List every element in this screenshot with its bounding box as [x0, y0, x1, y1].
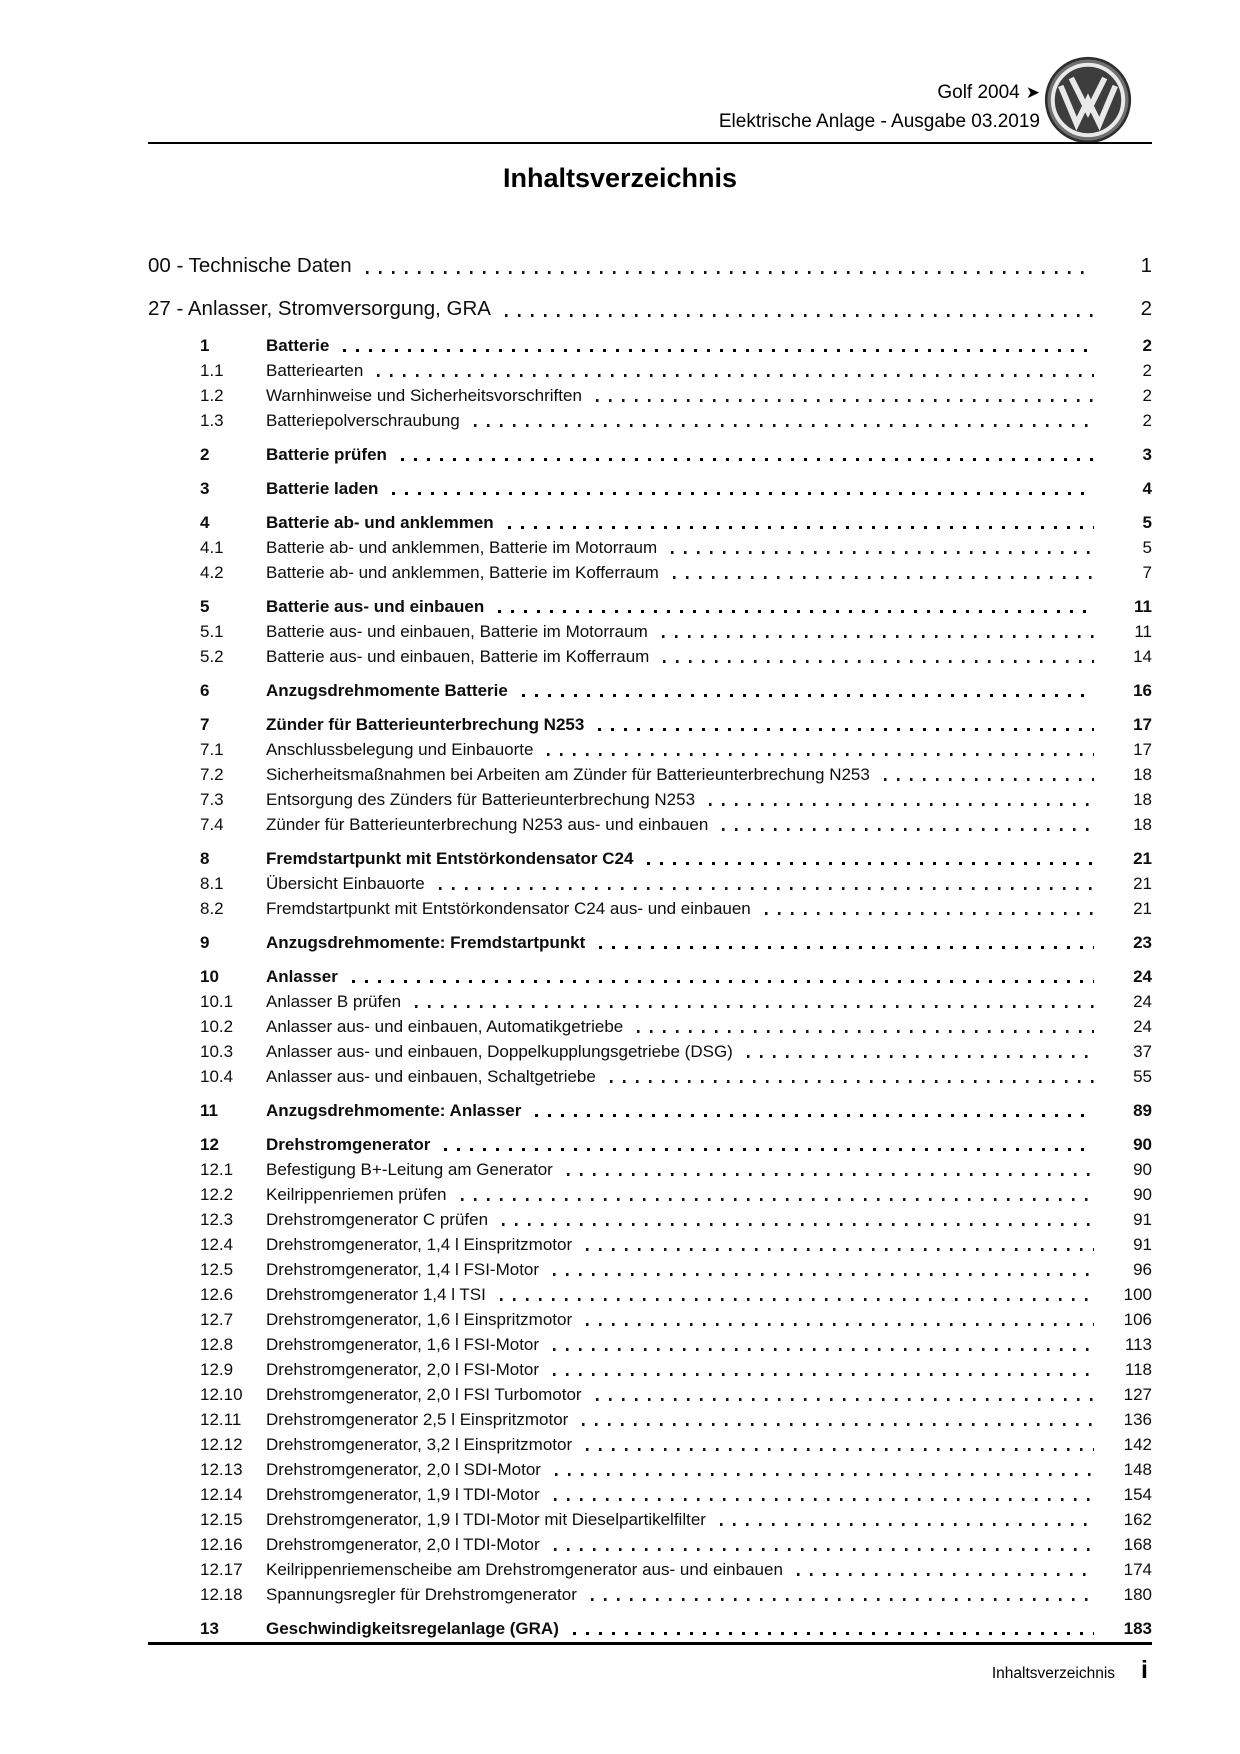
leader-dots-icon: [553, 1373, 1094, 1376]
leader-dots-icon: [596, 399, 1094, 402]
toc-entry-number: 12.10: [200, 1385, 243, 1404]
toc-entry-title: Übersicht Einbauorte: [266, 874, 425, 893]
toc-entry-page: 4: [1142, 479, 1152, 498]
toc-entry-page: 180: [1123, 1585, 1152, 1604]
toc-entry-number: 7.1: [200, 740, 224, 759]
toc-entry[interactable]: [148, 1482, 1152, 1507]
leader-dots-icon: [662, 635, 1094, 638]
toc-entry-title: Batterie prüfen: [266, 445, 387, 464]
toc-entry-number: 12.3: [200, 1210, 234, 1229]
toc-entry-number: 8.2: [200, 899, 224, 918]
toc-entry-title: Drehstromgenerator, 2,0 l SDI-Motor: [266, 1460, 541, 1479]
toc-entry[interactable]: [148, 812, 1152, 837]
toc-entry-page: 136: [1123, 1410, 1152, 1429]
leader-dots-icon: [573, 1632, 1094, 1635]
leader-dots-icon: [722, 828, 1094, 831]
toc-entry-page: 168: [1123, 1535, 1152, 1554]
toc-entry-page: 55: [1133, 1067, 1152, 1086]
toc-entry-page: 18: [1133, 765, 1152, 784]
toc-entry-title: Drehstromgenerator, 1,6 l FSI-Motor: [266, 1335, 540, 1354]
toc-entry-number: 5.2: [200, 647, 224, 666]
toc-entry-number: 1: [200, 336, 210, 355]
toc-entry-number: 8.1: [200, 874, 224, 893]
toc-entry[interactable]: [148, 1432, 1152, 1457]
toc-entry[interactable]: [148, 1282, 1152, 1307]
toc-entry-title: Anlasser aus- und einbauen, Automatikgetriebe: [266, 1017, 624, 1036]
toc-entry-title: Anlasser: [266, 967, 338, 986]
toc-entry[interactable]: [148, 787, 1152, 812]
toc-entry-page: 24: [1133, 992, 1152, 1011]
toc-entry-page: 90: [1133, 1135, 1152, 1154]
toc-entry-number: 8: [200, 849, 210, 868]
leader-dots-icon: [637, 1030, 1094, 1033]
toc-entry-number: 7.3: [200, 790, 224, 809]
toc-entry-number: 6: [200, 681, 210, 700]
leader-dots-icon: [535, 1114, 1094, 1117]
toc-entry-number: 5: [200, 597, 210, 616]
toc-entry-page: 14: [1133, 647, 1152, 666]
leader-dots-icon: [522, 694, 1094, 697]
vw-logo-icon: [1044, 56, 1132, 144]
toc-entry-page: 11: [1134, 597, 1152, 616]
toc-entry-page: 3: [1142, 445, 1152, 464]
leader-dots-icon: [765, 912, 1094, 915]
toc-entry-title: Zünder für Batterieunterbrechung N253: [266, 715, 585, 734]
leader-dots-icon: [415, 1005, 1094, 1008]
toc-entry[interactable]: [148, 762, 1152, 787]
toc-entry-title: Fremdstartpunkt mit Entstörkondensator C24 aus- und einbauen: [266, 899, 751, 918]
page-header: [719, 78, 1040, 136]
toc-entry[interactable]: [148, 964, 1152, 989]
toc-entry-title: Drehstromgenerator C prüfen: [266, 1210, 489, 1229]
toc-entry-page: 118: [1124, 1360, 1152, 1379]
toc-entry-number: 12.5: [200, 1260, 234, 1279]
toc-entry-title: Sicherheitsmaßnahmen bei Arbeiten am Zünder für Batterieunterbrechung N253: [266, 765, 870, 784]
toc-entry-page: 5: [1142, 538, 1152, 557]
toc-entry-number: 10.1: [200, 992, 234, 1011]
toc-entry[interactable]: [148, 930, 1152, 955]
toc-entry-title: Anschlussbelegung und Einbauorte: [266, 740, 534, 759]
toc-entry-number: 12.13: [200, 1460, 243, 1479]
toc-entry-page: 113: [1124, 1335, 1152, 1354]
leader-dots-icon: [547, 753, 1094, 756]
header-subtitle: Elektrische Anlage - Ausgabe 03.2019: [718, 111, 1040, 132]
toc-entry-number: 12.14: [200, 1485, 243, 1504]
toc-entry-title: Anzugsdrehmomente: Fremdstartpunkt: [266, 933, 586, 952]
toc-entry[interactable]: [148, 846, 1152, 871]
toc-entry-number: 12.2: [200, 1185, 234, 1204]
toc-entry-number: 5.1: [200, 622, 224, 641]
toc-entry-title: Drehstromgenerator, 2,0 l TDI-Motor: [266, 1535, 540, 1554]
leader-dots-icon: [401, 458, 1094, 461]
toc-entry-number: 12.4: [200, 1235, 234, 1254]
toc-entry[interactable]: [148, 871, 1152, 896]
toc-entry[interactable]: [148, 1182, 1152, 1207]
toc-entry[interactable]: [148, 442, 1152, 467]
toc-entry-page: 7: [1142, 563, 1152, 582]
toc-entry[interactable]: [148, 1157, 1152, 1182]
toc-entry-title: Batterie laden: [266, 479, 379, 498]
toc-entry-page: 148: [1123, 1460, 1152, 1479]
toc-entry-page: 37: [1133, 1042, 1152, 1061]
toc-entry-page: 24: [1133, 967, 1152, 986]
toc-entry-number: 12.7: [200, 1310, 234, 1329]
toc-entry-number: 12.15: [200, 1510, 243, 1529]
footer-label: Inhaltsverzeichnis: [991, 1665, 1116, 1682]
toc-entry-number: 7.4: [200, 815, 224, 834]
toc-entry[interactable]: [148, 1382, 1152, 1407]
leader-dots-icon: [508, 526, 1094, 529]
toc-entry-page: 21: [1133, 849, 1152, 868]
toc-entry-title: Entsorgung des Zünders für Batterieunterbrechung N253: [266, 790, 696, 809]
toc-entry-page: 2: [1142, 336, 1152, 355]
toc-entry[interactable]: [148, 1557, 1152, 1582]
toc-entry-number: 12.16: [200, 1535, 243, 1554]
toc-entry-title: Drehstromgenerator, 3,2 l Einspritzmotor: [266, 1435, 573, 1454]
toc-entry-number: 4: [200, 513, 210, 532]
leader-dots-icon: [500, 1298, 1094, 1301]
toc-entry-number: 1.3: [200, 411, 224, 430]
toc-entry-title: 27 - Anlasser, Stromversorgung, GRA: [148, 297, 491, 320]
toc-entry-page: 100: [1123, 1285, 1152, 1304]
leader-dots-icon: [392, 492, 1094, 495]
toc-entry-title: Batterie: [266, 336, 330, 355]
toc-entry-page: 162: [1123, 1510, 1152, 1529]
toc-entry-number: 1.1: [200, 361, 224, 380]
leader-dots-icon: [591, 1598, 1094, 1601]
toc-entry[interactable]: [148, 712, 1152, 737]
toc-entry-number: 10.3: [200, 1042, 234, 1061]
header-model: Golf 2004: [937, 82, 1020, 103]
toc-entry-page: 91: [1133, 1210, 1152, 1229]
toc-entry[interactable]: [148, 251, 1152, 281]
toc-entry-page: 11: [1134, 622, 1152, 641]
toc-entry[interactable]: [148, 510, 1152, 535]
toc-entry-title: Befestigung B+-Leitung am Generator: [266, 1160, 553, 1179]
toc-entry[interactable]: [148, 1582, 1152, 1607]
toc-entry-number: 7: [200, 715, 210, 734]
toc-entry[interactable]: [148, 1307, 1152, 1332]
toc-entry-title: Anlasser B prüfen: [266, 992, 402, 1011]
toc-entry-page: 91: [1133, 1235, 1152, 1254]
leader-dots-icon: [797, 1573, 1094, 1576]
leader-dots-icon: [502, 1223, 1094, 1226]
leader-dots-icon: [352, 980, 1094, 983]
toc-entry-number: 4.1: [200, 538, 224, 557]
leader-dots-icon: [747, 1055, 1094, 1058]
leader-dots-icon: [505, 314, 1094, 317]
toc-entry-title: Zünder für Batterieunterbrechung N253 aus- und einbauen: [266, 815, 709, 834]
toc-entry[interactable]: [148, 1532, 1152, 1557]
header-divider: [148, 142, 1152, 144]
toc-entry[interactable]: [148, 1407, 1152, 1432]
leader-dots-icon: [599, 946, 1094, 949]
leader-dots-icon: [709, 803, 1094, 806]
toc-entry-number: 1.2: [200, 386, 224, 405]
leader-dots-icon: [671, 551, 1094, 554]
leader-dots-icon: [567, 1173, 1094, 1176]
toc-entry-number: 10: [200, 967, 219, 986]
toc-entry-number: 4.2: [200, 563, 224, 582]
toc-entry-title: Keilrippenriemen prüfen: [266, 1185, 447, 1204]
toc-entry-page: 127: [1123, 1385, 1152, 1404]
toc-entry-title: 00 - Technische Daten: [148, 254, 352, 277]
toc-entry-page: 154: [1123, 1485, 1152, 1504]
toc-entry-title: Batterie ab- und anklemmen, Batterie im Motorraum: [266, 538, 658, 557]
leader-dots-icon: [554, 1548, 1094, 1551]
toc-entry-title: Anzugsdrehmomente Batterie: [266, 681, 508, 700]
toc-entry-number: 3: [200, 479, 210, 498]
toc-entry[interactable]: [148, 383, 1152, 408]
footer-divider: [148, 1642, 1152, 1645]
toc-entry-page: 183: [1123, 1619, 1152, 1638]
toc-entry[interactable]: [148, 476, 1152, 501]
leader-dots-icon: [474, 424, 1094, 427]
toc-entry-title: Batterie ab- und anklemmen: [266, 513, 494, 532]
leader-dots-icon: [586, 1448, 1094, 1451]
toc-entry-page: 16: [1133, 681, 1152, 700]
toc-entry-title: Batterie aus- und einbauen: [266, 597, 485, 616]
page-title: Inhaltsverzeichnis: [502, 163, 738, 193]
toc-entry-title: Batterie aus- und einbauen, Batterie im Motorraum: [266, 622, 648, 641]
toc-entry-number: 12: [200, 1135, 219, 1154]
toc-entry-page: 2: [1140, 297, 1152, 320]
toc-entry[interactable]: [148, 1507, 1152, 1532]
toc-entry-title: Batterie ab- und anklemmen, Batterie im Kofferraum: [266, 563, 659, 582]
leader-dots-icon: [596, 1398, 1094, 1401]
toc-entry-number: 12.8: [200, 1335, 234, 1354]
toc-entry-title: Drehstromgenerator, 1,4 l FSI-Motor: [266, 1260, 540, 1279]
toc-entry-number: 12.12: [200, 1435, 243, 1454]
toc-entry-number: 12.18: [200, 1585, 243, 1604]
toc-entry[interactable]: [148, 989, 1152, 1014]
toc-entry[interactable]: [148, 535, 1152, 560]
leader-dots-icon: [663, 660, 1094, 663]
toc-entry-page: 18: [1133, 815, 1152, 834]
toc-entry[interactable]: [148, 594, 1152, 619]
toc-entry-title: Batteriepolverschraubung: [266, 411, 460, 430]
leader-dots-icon: [598, 728, 1094, 731]
toc-entry-page: 2: [1142, 411, 1152, 430]
toc-entry-page: 17: [1133, 715, 1152, 734]
toc-entry-title: Batteriearten: [266, 361, 364, 380]
toc-entry-number: 13: [200, 1619, 219, 1638]
leader-dots-icon: [461, 1198, 1095, 1201]
toc-entry[interactable]: [148, 1064, 1152, 1089]
leader-dots-icon: [343, 349, 1094, 352]
toc-entry-title: Spannungsregler für Drehstromgenerator: [266, 1585, 577, 1604]
toc-entry[interactable]: [148, 1207, 1152, 1232]
header-model-line: [719, 78, 1040, 107]
page-footer: [992, 1656, 1148, 1685]
leader-dots-icon: [884, 778, 1094, 781]
toc-entry-title: Drehstromgenerator, 1,9 l TDI-Motor mit Dieselpartikelfilter: [266, 1510, 706, 1529]
toc-entry-number: 12.11: [200, 1410, 242, 1429]
toc-entry-page: 1: [1140, 254, 1152, 277]
toc-entry-title: Drehstromgenerator, 2,0 l FSI-Motor: [266, 1360, 540, 1379]
toc-entry-number: 2: [200, 445, 210, 464]
toc-entry-page: 89: [1133, 1101, 1152, 1120]
leader-dots-icon: [647, 862, 1094, 865]
toc-entry-page: 23: [1133, 933, 1152, 952]
toc-entry-page: 174: [1123, 1560, 1152, 1579]
toc-entry-title: Anlasser aus- und einbauen, Schaltgetriebe: [266, 1067, 596, 1086]
toc-entry-page: 90: [1133, 1160, 1152, 1179]
toc-entry-title: Drehstromgenerator, 1,6 l Einspritzmotor: [266, 1310, 573, 1329]
toc-entry-page: 106: [1123, 1310, 1152, 1329]
leader-dots-icon: [586, 1248, 1094, 1251]
toc-entry[interactable]: [148, 644, 1152, 669]
toc-entry[interactable]: [148, 1039, 1152, 1064]
toc-entry-title: Drehstromgenerator, 1,4 l Einspritzmotor: [266, 1235, 573, 1254]
leader-dots-icon: [555, 1473, 1094, 1476]
leader-dots-icon: [673, 576, 1094, 579]
toc-entry[interactable]: [148, 294, 1152, 324]
toc-entry-title: Warnhinweise und Sicherheitsvorschriften: [266, 386, 582, 405]
toc-entry-title: Drehstromgenerator, 1,9 l TDI-Motor: [266, 1485, 540, 1504]
toc-entry[interactable]: [148, 1014, 1152, 1039]
toc-entry[interactable]: [148, 333, 1152, 358]
leader-dots-icon: [553, 1348, 1094, 1351]
toc-entry[interactable]: [148, 678, 1152, 703]
toc-entry[interactable]: [148, 619, 1152, 644]
leader-dots-icon: [582, 1423, 1094, 1426]
toc-entry-title: Batterie aus- und einbauen, Batterie im Kofferraum: [266, 647, 650, 666]
toc-entry[interactable]: [148, 896, 1152, 921]
leader-dots-icon: [444, 1148, 1094, 1151]
arrow-right-icon: ➤: [1025, 83, 1040, 102]
toc-entry-number: 12.9: [200, 1360, 234, 1379]
toc-entry[interactable]: [148, 1098, 1152, 1123]
toc-entry-page: 5: [1142, 513, 1152, 532]
leader-dots-icon: [586, 1323, 1094, 1326]
toc-entry[interactable]: [148, 1616, 1152, 1641]
toc-entry-page: 2: [1142, 386, 1152, 405]
leader-dots-icon: [553, 1273, 1094, 1276]
leader-dots-icon: [498, 610, 1094, 613]
toc-entry-number: 10.2: [200, 1017, 234, 1036]
leader-dots-icon: [610, 1080, 1094, 1083]
toc-entry[interactable]: [148, 1457, 1152, 1482]
toc-entry-page: 21: [1133, 874, 1152, 893]
toc-entry[interactable]: [148, 560, 1152, 585]
toc-entry-number: 11: [200, 1101, 218, 1120]
toc-entry-number: 7.2: [200, 765, 224, 784]
leader-dots-icon: [554, 1498, 1094, 1501]
leader-dots-icon: [377, 374, 1094, 377]
toc-entry-title: Drehstromgenerator 2,5 l Einspritzmotor: [266, 1410, 569, 1429]
toc-entry-page: 142: [1123, 1435, 1152, 1454]
toc-entry[interactable]: [148, 1357, 1152, 1382]
toc-entry-number: 12.17: [200, 1560, 243, 1579]
toc-entry[interactable]: [148, 1257, 1152, 1282]
toc-entry-title: Geschwindigkeitsregelanlage (GRA): [266, 1619, 559, 1638]
toc-entry-title: Drehstromgenerator: [266, 1135, 431, 1154]
footer-page-number: i: [1141, 1656, 1148, 1684]
toc-entry-page: 21: [1133, 899, 1152, 918]
toc-entry-page: 90: [1133, 1185, 1152, 1204]
toc-entry-title: Drehstromgenerator 1,4 l TSI: [266, 1285, 486, 1304]
leader-dots-icon: [439, 887, 1094, 890]
toc-entry[interactable]: [148, 358, 1152, 383]
toc-entry-title: Keilrippenriemenscheibe am Drehstromgenerator aus- und einbauen: [266, 1560, 783, 1579]
toc-entry-number: 12.1: [200, 1160, 234, 1179]
toc-entry-title: Fremdstartpunkt mit Entstörkondensator C24: [266, 849, 634, 868]
toc-entry-title: Anzugsdrehmomente: Anlasser: [266, 1101, 522, 1120]
toc: [148, 238, 1152, 1641]
leader-dots-icon: [366, 271, 1094, 274]
toc-entry[interactable]: [148, 737, 1152, 762]
toc-entry-page: 24: [1133, 1017, 1152, 1036]
toc-entry-number: 10.4: [200, 1067, 234, 1086]
toc-entry-page: 96: [1133, 1260, 1152, 1279]
toc-entry-page: 18: [1133, 790, 1152, 809]
toc-entry[interactable]: [148, 1132, 1152, 1157]
toc-entry-number: 9: [200, 933, 210, 952]
toc-entry-title: Anlasser aus- und einbauen, Doppelkupplungsgetriebe (DSG): [266, 1042, 733, 1061]
toc-entry-page: 2: [1142, 361, 1152, 380]
leader-dots-icon: [720, 1523, 1094, 1526]
toc-entry-title: Drehstromgenerator, 2,0 l FSI Turbomotor: [266, 1385, 582, 1404]
toc-entry-page: 17: [1133, 740, 1152, 759]
toc-entry[interactable]: [148, 1332, 1152, 1357]
toc-entry-number: 12.6: [200, 1285, 234, 1304]
toc-entry[interactable]: [148, 408, 1152, 433]
toc-entry[interactable]: [148, 1232, 1152, 1257]
